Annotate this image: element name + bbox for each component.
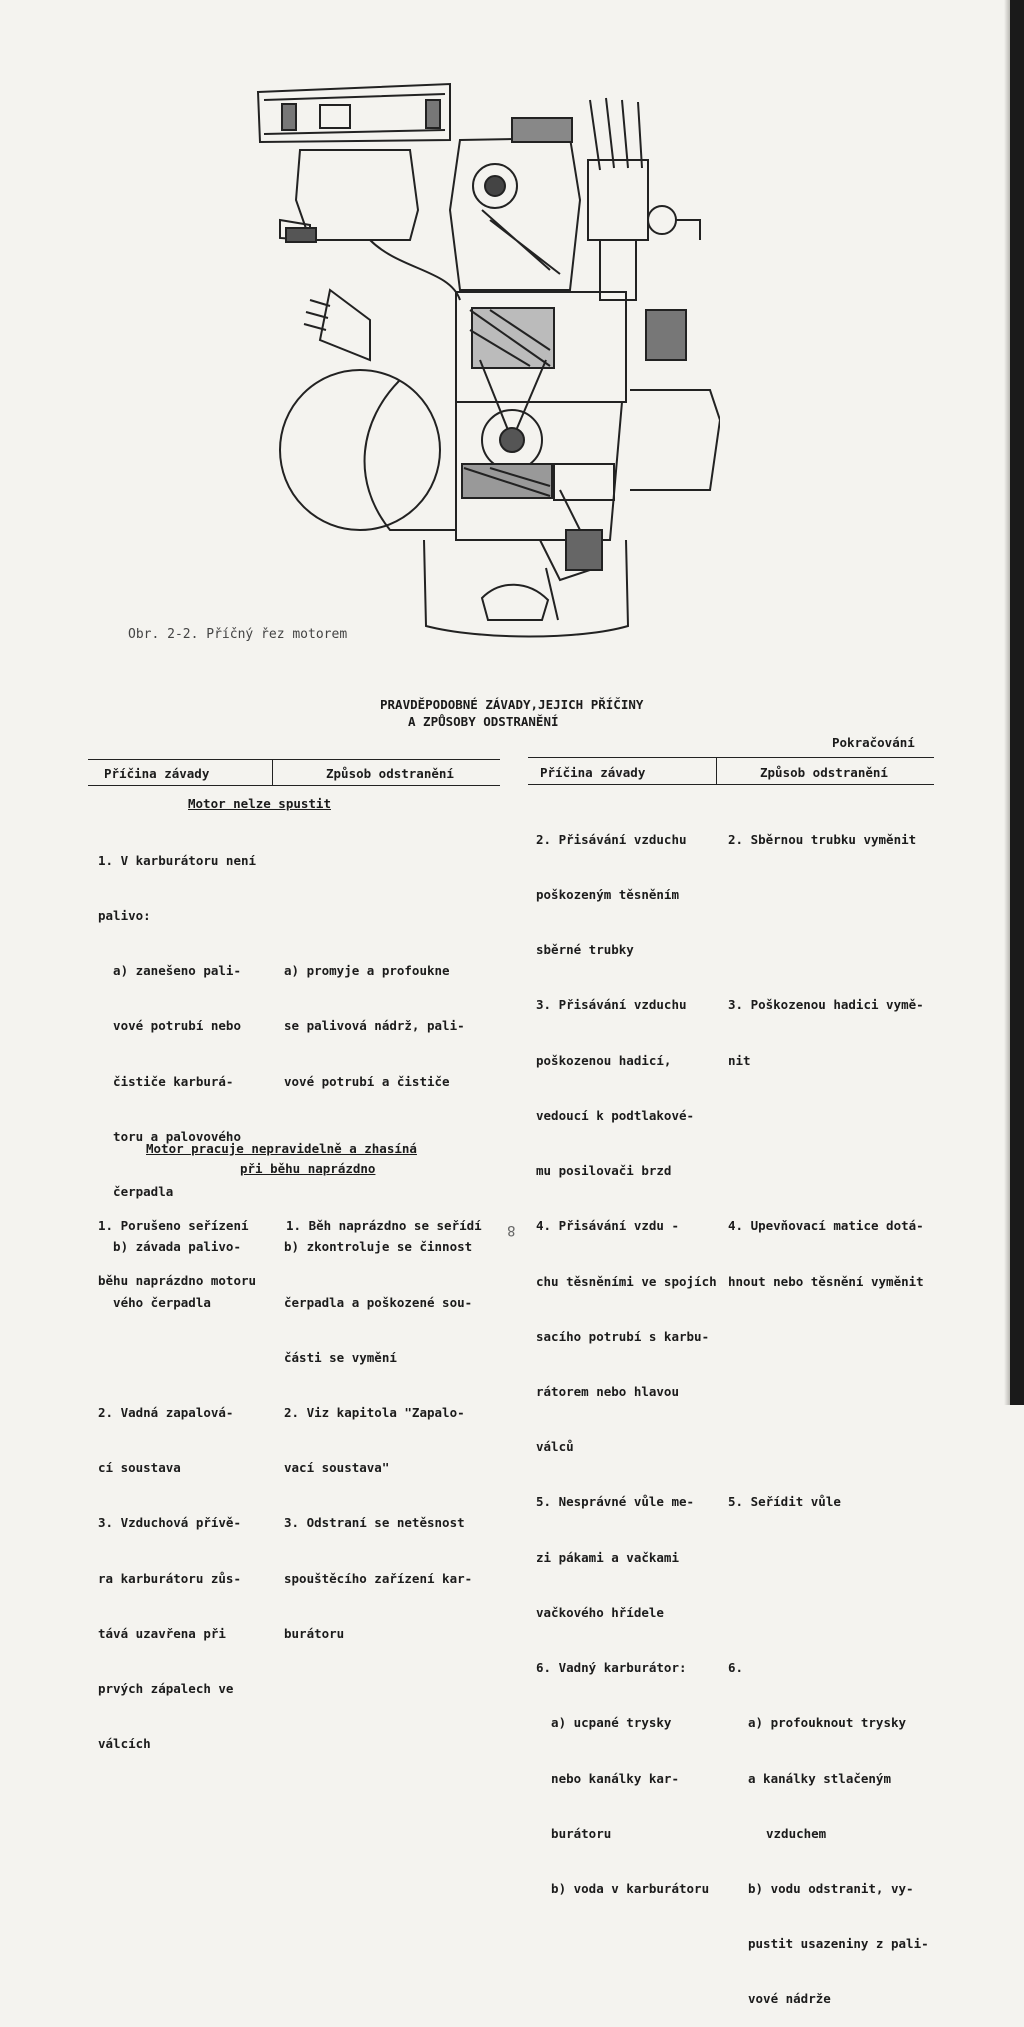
cause-line: čerpadla [98, 1184, 174, 1200]
cause-line: zi pákami a vačkami [536, 1549, 679, 1565]
remedy-line: 6. [728, 1660, 744, 1676]
left-table-top-rule [88, 759, 500, 760]
left-col2-header: Způsob odstranění [326, 766, 454, 781]
section-heading [380, 696, 643, 730]
cause-line: 1. V karburátoru není [98, 852, 257, 868]
remedy-line [728, 1604, 929, 1622]
cause-line: 3. Vzduchová přívě- [98, 1515, 241, 1531]
cause-line: toru a palovového [98, 1128, 241, 1144]
remedy-line: 3. Odstraní se netěsnost [284, 1515, 465, 1531]
cause-line: 4. Přisávání vzdu - [536, 1218, 679, 1234]
cause-line: 3. Přisávání vzduchu [536, 997, 687, 1013]
left-section2-title-line1: Motor pracuje nepravidelně a zhasíná [146, 1141, 417, 1156]
cause-line: 2. Vadná zapalová- [98, 1405, 234, 1420]
remedy-line: b) zkontroluje se činnost [284, 1239, 473, 1255]
cause-line: 6. Vadný karburátor: [536, 1660, 687, 1676]
remedy-line [728, 1107, 929, 1125]
cause-line: a) ucpané trysky [536, 1715, 672, 1731]
right-col1-header: Příčina závady [540, 765, 646, 780]
cause-line: cí soustava [98, 1460, 181, 1476]
cause-line: chu těsněními ve spojích [536, 1273, 717, 1289]
cause-line: prvých zápalech ve [98, 1681, 234, 1697]
remedy-line: spouštěcího zařízení kar- [284, 1570, 473, 1586]
left-section2-remedy [286, 1180, 482, 1254]
remedy-line [284, 907, 472, 925]
cause-line: burátoru [536, 1825, 612, 1841]
cause-line: vové potrubí nebo [98, 1018, 241, 1034]
cause-line: válcích [98, 1736, 151, 1752]
right-table-header-rule [528, 784, 934, 785]
left-section2-cause [98, 1180, 256, 1309]
remedy-line: se palivová nádrž, pali- [284, 1018, 465, 1034]
cause-line: 1. Porušeno seřízení [98, 1217, 249, 1233]
heading-line-2: A ZPŮSOBY ODSTRANĚNÍ [408, 714, 559, 729]
remedy-line: b) vodu odstranit, vy- [748, 1880, 914, 1896]
cause-line: b) závada palivo- [98, 1239, 241, 1255]
remedy-line: hnout nebo těsnění vyměnit [728, 1273, 924, 1289]
cause-line: 2. Přisávání vzduchu [536, 831, 687, 847]
scan-edge [1010, 0, 1024, 1405]
left-section-title: Motor nelze spustit [188, 796, 331, 811]
left-col1-header: Příčina závady [104, 766, 210, 781]
remedy-line [728, 1549, 929, 1567]
remedy-line [728, 1162, 929, 1180]
remedy-line [728, 886, 929, 904]
cause-line: poškozenou hadicí, [536, 1052, 672, 1068]
right-remedy-column [728, 794, 929, 2027]
left-table-header-rule [88, 785, 500, 786]
remedy-line: 2. Viz kapitola "Zapalo- [284, 1405, 465, 1420]
cause-line: b) voda v karburátoru [536, 1880, 710, 1896]
remedy-line: 2. Sběrnou trubku vyměnit [728, 831, 917, 847]
cause-line: sběrné trubky [536, 942, 634, 958]
remedy-line [728, 941, 929, 959]
cause-line: sacího potrubí s karbu- [536, 1328, 710, 1344]
left-section2-title-line2: při běhu naprázdno [240, 1161, 376, 1176]
cause-line: vedoucí k podtlakové- [536, 1107, 695, 1123]
left-table-column-divider [272, 759, 273, 785]
cause-line: poškozeným těsněním [536, 887, 679, 903]
heading-line-1: PRAVDĚPODOBNÉ ZÁVADY,JEJICH PŘÍČINY [380, 697, 644, 712]
cause-line: čističe karburá- [98, 1073, 234, 1089]
right-cause-column [536, 794, 717, 1917]
remedy-line: a) promyje a profoukne [284, 963, 450, 979]
cause-line: vého čerpadla [98, 1294, 211, 1310]
remedy-line: 3. Poškozenou hadici vymě- [728, 997, 924, 1013]
remedy-line: 5. Seřídit vůle [728, 1494, 841, 1510]
remedy-line: a kanálky stlačeným [748, 1770, 891, 1786]
page-number: 8 [507, 1222, 516, 1238]
cause-line: nebo kanálky kar- [536, 1770, 679, 1786]
remedy-line: vzduchem [766, 1825, 827, 1841]
right-col2-header: Způsob odstranění [760, 765, 888, 780]
remedy-line: 1. Běh naprázdno se seřídí [286, 1217, 482, 1233]
right-table-column-divider [716, 757, 717, 784]
remedy-line: a) profouknout trysky [748, 1715, 907, 1731]
cause-line: a) zanešeno pali- [98, 963, 241, 979]
remedy-line: burátoru [284, 1625, 345, 1641]
cause-line: tává uzavřena při [98, 1625, 226, 1641]
cause-line [98, 1349, 256, 1367]
figure-caption: Obr. 2-2. Příčný řez motorem [128, 627, 348, 642]
cause-line: palivo: [98, 908, 151, 924]
cause-line: mu posilovači brzd [536, 1163, 672, 1179]
remedy-line: vací soustava" [284, 1460, 390, 1476]
remedy-line: čerpadla a poškozené sou- [284, 1294, 473, 1310]
right-table-top-rule [528, 757, 934, 758]
cause-line: rátorem nebo hlavou [536, 1384, 679, 1399]
remedy-line [728, 1438, 929, 1456]
remedy-line: vové potrubí a čističe [284, 1073, 450, 1089]
continued-label: Pokračování [832, 735, 915, 750]
remedy-line [728, 1383, 929, 1401]
remedy-line: nit [728, 1052, 751, 1068]
cause-line: běhu naprázdno motoru [98, 1273, 257, 1289]
cause-line: ra karburátoru zůs- [98, 1570, 241, 1586]
remedy-line: části se vymění [284, 1349, 397, 1365]
remedy-line [728, 1328, 929, 1346]
cause-line: 5. Nesprávné vůle me- [536, 1494, 695, 1510]
remedy-line: pustit usazeniny z pali- [748, 1936, 929, 1952]
remedy-line [284, 852, 472, 870]
remedy-line: vové nádrže [748, 1991, 831, 2007]
remedy-line: 4. Upevňovací matice dotá- [728, 1218, 924, 1234]
engine-cross-section-figure [250, 60, 720, 640]
cause-line: válců [536, 1439, 574, 1455]
cause-line: vačkového hřídele [536, 1604, 664, 1620]
